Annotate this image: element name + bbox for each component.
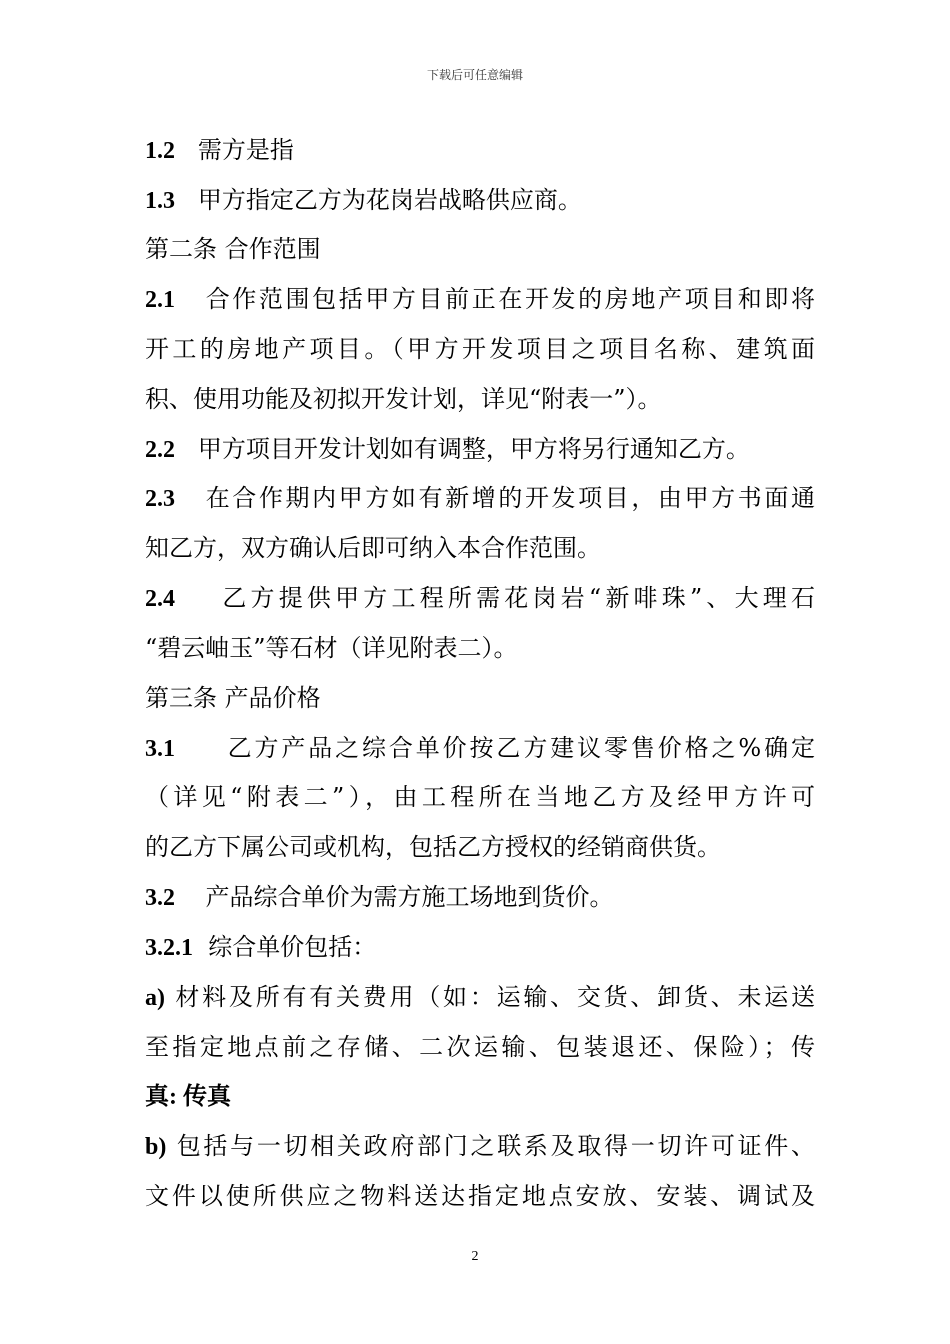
clause-number: 2.2 [145, 437, 175, 463]
clause-line [145, 1080, 815, 1113]
clause-text: 真: 传真 [145, 1084, 231, 1110]
clause-line [145, 632, 815, 664]
clause-line [145, 134, 815, 167]
clause-line [145, 383, 815, 415]
clause-line [145, 732, 815, 765]
section-heading [145, 682, 815, 714]
clause-number: 3.1 [145, 736, 175, 762]
clause-text: 需方是指 [197, 136, 294, 164]
clause-number: 3.2 [145, 885, 175, 911]
clause-number: 2.4 [145, 586, 175, 612]
clause-line [145, 482, 815, 515]
clause-text: 包括与一切相关政府部门之联系及取得一切许可证件、 [176, 1132, 815, 1160]
clause-line [145, 1031, 815, 1063]
clause-number: 2.3 [145, 486, 175, 512]
clause-text: 开工的房地产项目。（甲方开发项目之项目名称、建筑面 [145, 335, 815, 363]
section-heading [145, 233, 815, 265]
clause-number: 3.2.1 [145, 935, 193, 961]
clause-line [145, 283, 815, 316]
clause-line [145, 433, 815, 466]
clause-text: 甲方指定乙方为花岗岩战略供应商。 [197, 186, 582, 214]
clause-text: 在合作期内甲方如有新增的开发项目，由甲方书面通 [205, 484, 815, 512]
clause-line [145, 184, 815, 217]
clause-line [145, 881, 815, 914]
clause-text: 甲方项目开发计划如有调整，甲方将另行通知乙方。 [197, 435, 750, 463]
clause-number: 1.2 [145, 138, 175, 164]
clause-text: 至指定地点前之存储、二次运输、包装退还、保险）；传 [145, 1033, 815, 1061]
clause-text: 第二条 合作范围 [145, 235, 321, 263]
clause-line [145, 931, 815, 964]
clause-text: 材料及所有有关费用（如：运输、交货、卸货、未运送 [175, 983, 815, 1011]
clause-line [145, 1130, 815, 1163]
page-header: 下载后可任意编辑 [426, 68, 523, 82]
clause-text: 的乙方下属公司或机构，包括乙方授权的经销商供货。 [145, 833, 721, 861]
clause-text: 文件以使所供应之物料送达指定地点安放、安装、调试及 [145, 1182, 815, 1210]
clause-text: 积、使用功能及初拟开发计划，详见“附表一”）。 [145, 385, 662, 413]
clause-text: 综合单价包括： [208, 933, 377, 961]
clause-number: 2.1 [145, 287, 175, 313]
clause-number: 1.3 [145, 188, 175, 214]
clause-number: b) [145, 1134, 167, 1160]
clause-text: 知乙方，双方确认后即可纳入本合作范围。 [145, 534, 601, 562]
clause-line [145, 333, 815, 365]
clause-text: 乙方产品之综合单价按乙方建议零售价格之%确定 [227, 734, 815, 762]
clause-number: a) [145, 985, 165, 1011]
clause-text: 乙方提供甲方工程所需花岗岩“新啡珠”、大理石 [222, 584, 815, 612]
clause-text: 第三条 产品价格 [145, 684, 321, 712]
clause-line [145, 831, 815, 863]
clause-text: （详见“附表二”），由工程所在当地乙方及经甲方许可 [145, 783, 815, 811]
clause-line [145, 1180, 815, 1212]
page-number: 2 [471, 1249, 479, 1264]
clause-text: 合作范围包括甲方目前正在开发的房地产项目和即将 [205, 285, 815, 313]
clause-line [145, 781, 815, 813]
clause-line [145, 532, 815, 564]
clause-text: “碧云岫玉”等石材（详见附表二）。 [145, 634, 518, 662]
clause-text: 产品综合单价为需方施工场地到货价。 [205, 883, 614, 911]
clause-line [145, 981, 815, 1014]
clause-line [145, 582, 815, 615]
